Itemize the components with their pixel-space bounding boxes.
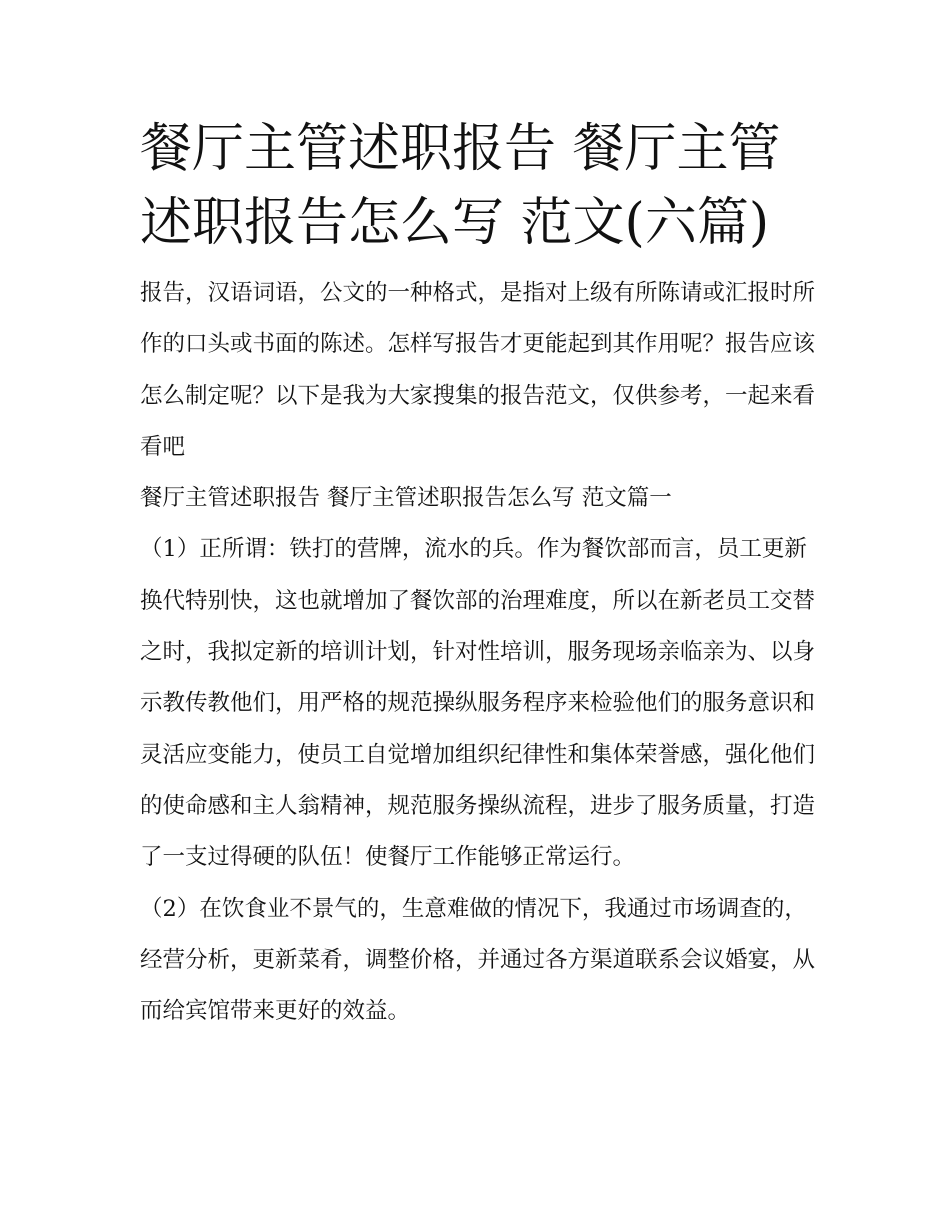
document-page xyxy=(140,112,815,1037)
document-title: 餐厅主管述职报告 餐厅主管述职报告怎么写 范文(六篇) xyxy=(140,119,781,253)
intro-paragraph: 报告，汉语词语，公文的一种格式，是指对上级有所陈请或汇报时所作的口头或书面的陈述。怎样写报告才更能起到其作用呢？报告应该怎么制定呢？以下是我为大家搜集的报告范文，仅供参考，一起来看看吧 xyxy=(140,280,816,460)
body-paragraph-2: （2）在饮食业不景气的，生意难做的情况下，我通过市场调查的，经营分析，更新菜肴，调整价格，并通过各方渠道联系会议婚宴，从而给宾馆带来更好的效益。 xyxy=(140,895,816,1025)
body-paragraph-1: （1）正所谓：铁打的营牌，流水的兵。作为餐饮部而言，员工更新换代特别快，这也就增加了餐饮部的治理难度，所以在新老员工交替之时，我拟定新的培训计划，针对性培训，服务现场亲临亲为、以身示教传教他们，用严格的规范操纵服务程序来检验他们的服务意识和灵活应变能力，使员工自觉增加组织纪律性和集体荣誉感，强化他们的使命感和主人翁精神，规范服务操纵流程，进步了服务质量，打造了一支过得硬的队伍！使餐厅工作能够正常运行。 xyxy=(140,536,816,871)
section-heading: 餐厅主管述职报告 餐厅主管述职报告怎么写 范文篇一 xyxy=(140,485,672,512)
document-body xyxy=(140,268,815,1037)
